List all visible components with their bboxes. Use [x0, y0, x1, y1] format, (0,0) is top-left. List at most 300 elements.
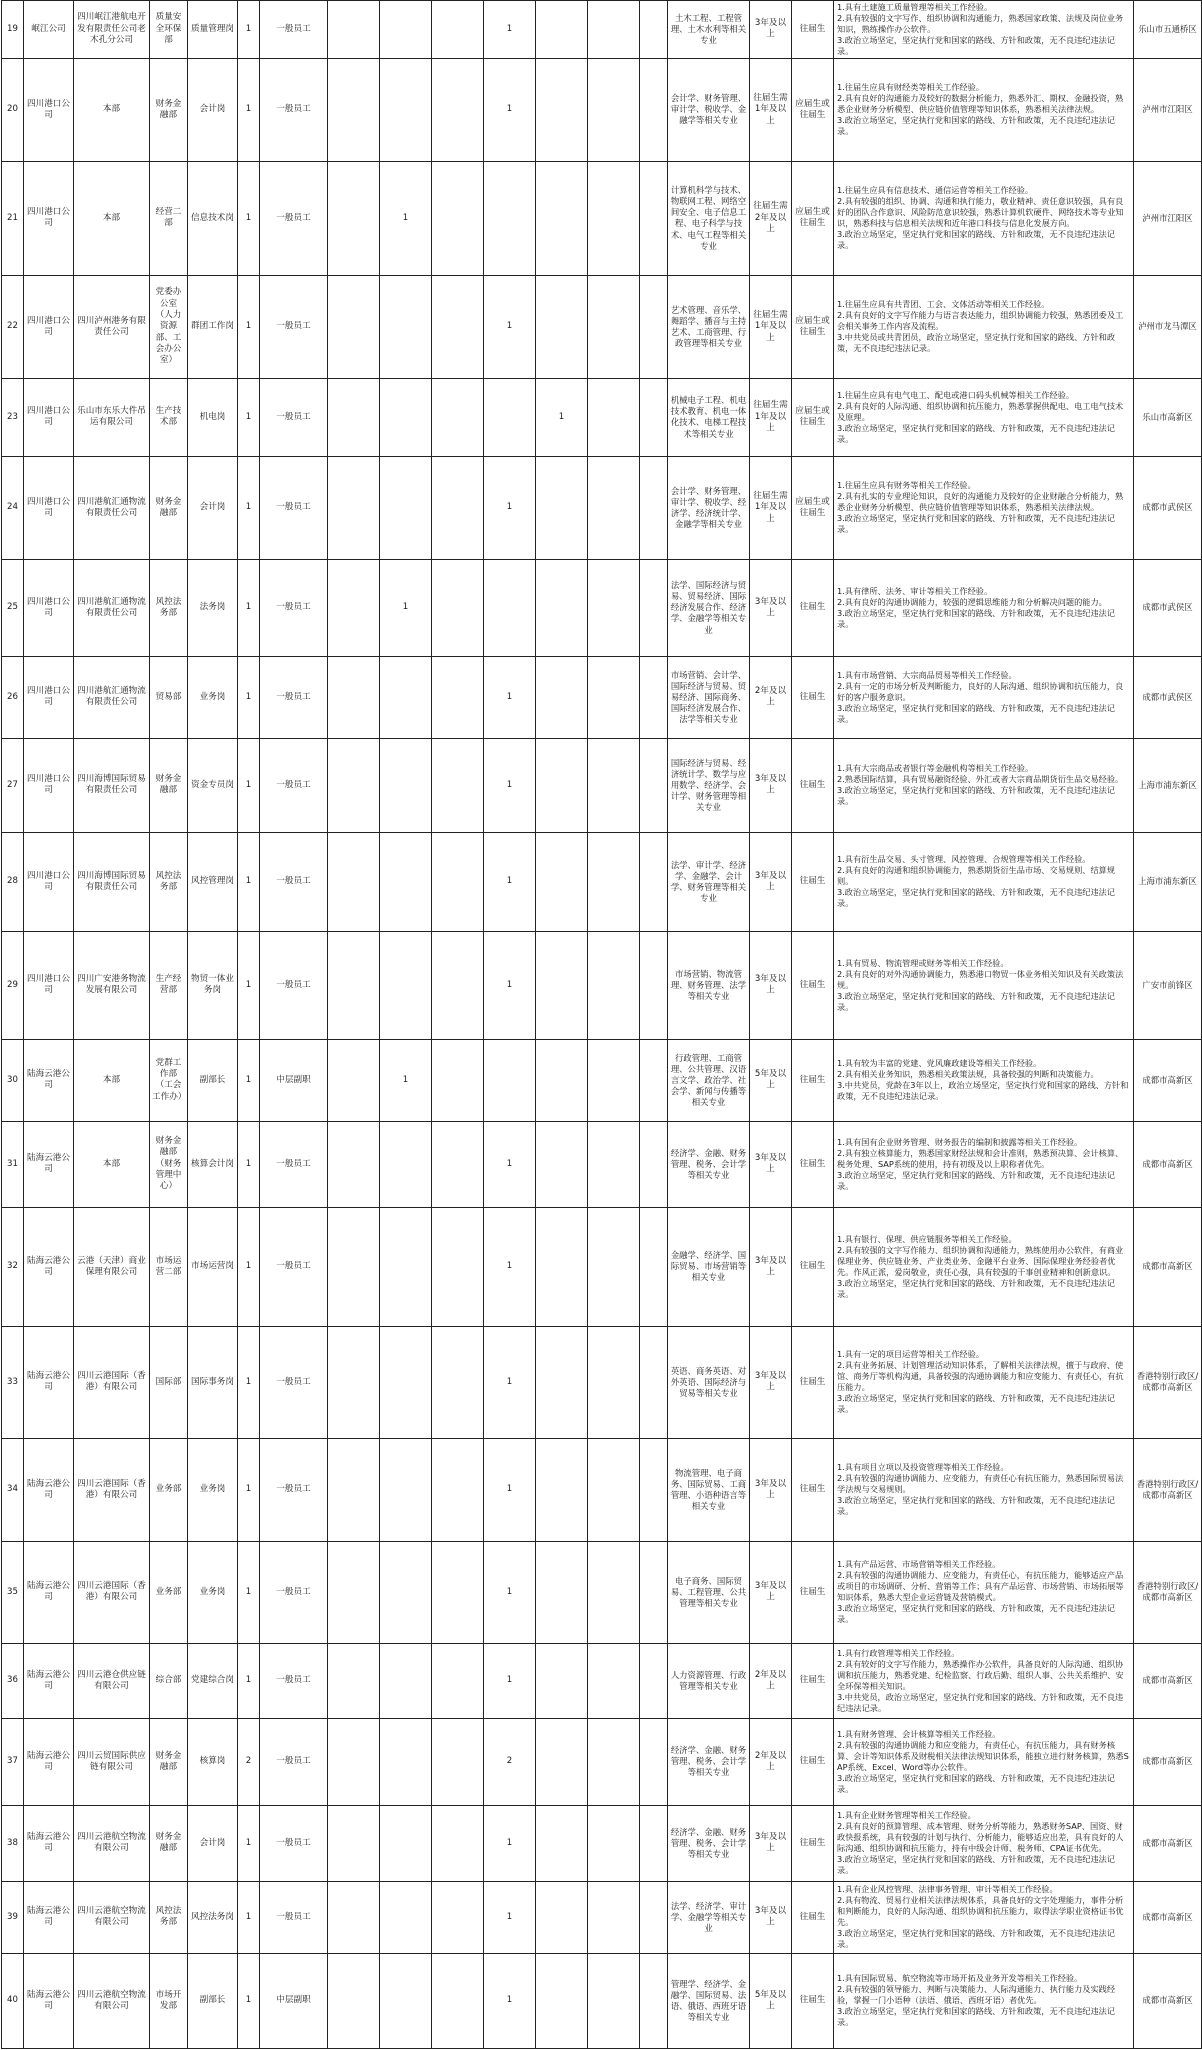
requirements-cell — [834, 931, 1134, 1039]
candidate-source-cell: 往届生 — [792, 656, 834, 738]
row-number-cell: 30 — [2, 1039, 24, 1121]
headcount-cell: 1 — [238, 1, 260, 59]
requirement-line: 1.具有较为丰富的党建、党风廉政建设等相关工作经验。 — [837, 1058, 1042, 1069]
requirements-cell — [834, 832, 1134, 931]
headcount-cell: 1 — [238, 1039, 260, 1121]
education-count-cell — [380, 1541, 432, 1643]
education-count-cell — [640, 1, 668, 59]
row-number-cell: 34 — [2, 1438, 24, 1541]
education-count-cell — [328, 1541, 380, 1643]
candidate-source-cell: 往届生 — [792, 1207, 834, 1326]
education-count-cell — [536, 58, 588, 161]
row-number-cell: 24 — [2, 456, 24, 559]
table-row — [2, 378, 1202, 456]
education-count-cell — [432, 738, 484, 832]
headcount-cell: 1 — [238, 275, 260, 378]
unit-cell: 云港（天津）商业保理有限公司 — [74, 1207, 150, 1326]
education-count-cell — [328, 656, 380, 738]
education-count-cell — [432, 1541, 484, 1643]
education-count-cell — [640, 1541, 668, 1643]
row-number-cell: 20 — [2, 58, 24, 161]
headcount-cell: 2 — [238, 1718, 260, 1805]
education-count-cell — [484, 378, 536, 456]
requirement-line: 2.具有良好的文字写作能力与语言表达能力，组织协调能力较强，熟悉团委及工会相关事务工作内容及流程。 — [837, 310, 1124, 332]
requirement-line: 2.具有良好的对外沟通协调能力，熟悉港口物贸一体业务相关知识及有关政策法规。 — [837, 968, 1124, 990]
experience-cell: 3年及以上 — [750, 1, 792, 59]
education-count-cell — [640, 58, 668, 161]
position-level-cell: 一般员工 — [260, 456, 328, 559]
education-count-cell — [328, 161, 380, 275]
position-level-cell: 一般员工 — [260, 1881, 328, 1953]
row-number-cell: 39 — [2, 1881, 24, 1953]
unit-cell: 本部 — [74, 58, 150, 161]
education-count-cell — [380, 456, 432, 559]
headcount-cell: 1 — [238, 1438, 260, 1541]
company-cell: 陆海云港公司 — [24, 1207, 74, 1326]
position-cell: 风控法务岗 — [188, 1881, 238, 1953]
education-count-cell — [380, 1121, 432, 1207]
education-count-cell — [380, 1953, 432, 2048]
headcount-cell: 1 — [238, 1953, 260, 2048]
row-number-cell: 40 — [2, 1953, 24, 2048]
company-cell: 陆海云港公司 — [24, 1326, 74, 1438]
education-count-cell — [432, 1039, 484, 1121]
education-count-cell — [588, 1438, 640, 1541]
requirement-line: 2.具有扎实的专业理论知识，良好的沟通能力及较好的企业财融合分析能力，熟悉企业财务分析模型、供应链价值管理等知识体系，熟悉相关法律法规。 — [837, 491, 1124, 513]
table-row — [2, 1, 1202, 59]
education-count-cell — [328, 1207, 380, 1326]
company-cell: 四川港口公司 — [24, 738, 74, 832]
position-cell: 业务岗 — [188, 1541, 238, 1643]
education-count-cell — [640, 1121, 668, 1207]
position-cell: 国际事务岗 — [188, 1326, 238, 1438]
education-count-cell — [328, 1953, 380, 2048]
requirement-line: 2.具有独立核算能力，熟悉国家财经法规和会计准则，熟悉预决算、会计核算、税务处理、SAP系统的使用，持有初级及以上职称者优先。 — [837, 1147, 1124, 1169]
work-location-cell: 成都市高新区 — [1134, 1039, 1202, 1121]
requirement-line: 1.具有企业财务管理等相关工作经验。 — [837, 1810, 976, 1821]
requirement-line: 2.具有较好的文字写作能力，熟悉操作办公软件，具备良好的人际沟通、组织协调和抗压能力，熟悉党建、纪检监察、行政后勤、组织人事、公共关系维护、安全环保等相关知识。 — [837, 1658, 1124, 1691]
education-count-cell — [536, 1326, 588, 1438]
education-count-cell — [380, 1438, 432, 1541]
position-cell: 风控管理岗 — [188, 832, 238, 931]
row-number-cell: 19 — [2, 1, 24, 59]
education-count-cell — [328, 832, 380, 931]
requirement-line: 2.具有较强的领导能力、判断与决策能力、人际沟通能力、执行能力及实践经验，掌握一门小语种（法语、俄语、西班牙语）者优先。 — [837, 1984, 1116, 2006]
requirements-cell — [834, 738, 1134, 832]
education-count-cell — [432, 1805, 484, 1881]
position-cell: 物贸一体业务岗 — [188, 931, 238, 1039]
education-count-cell — [588, 58, 640, 161]
candidate-source-cell: 往届生 — [792, 1326, 834, 1438]
work-location-cell: 泸州市江阳区 — [1134, 161, 1202, 275]
education-count-cell — [432, 1881, 484, 1953]
education-count-cell — [328, 1, 380, 59]
requirement-line: 3.政治立场坚定，坚定执行党和国家的路线、方针和政策，无不良违纪违法记录。 — [837, 607, 1116, 629]
experience-cell: 2年及以上 — [750, 1643, 792, 1718]
requirement-line: 1.具有行政管理等相关工作经验。 — [837, 1647, 960, 1658]
major-cell: 市场营销、物流管理、财务管理、法学等相关专业 — [668, 931, 750, 1039]
requirement-line: 2.具有较强的文字写作能力、组织协调和沟通能力，熟练使用办公软件，有商业保理业务、供应链业务、产业类业务、金融平台业务、国际保理业务经验者优先。作风正派，爱岗敬业，责任心强，具有较强的干事创业精神和创新意识。 — [837, 1244, 1124, 1277]
education-count-cell — [588, 931, 640, 1039]
requirements-cell — [834, 58, 1134, 161]
table-row — [2, 832, 1202, 931]
company-cell: 陆海云港公司 — [24, 1438, 74, 1541]
table-body — [2, 1, 1202, 2049]
requirements-cell — [834, 1326, 1134, 1438]
education-count-cell — [328, 1039, 380, 1121]
experience-cell: 2年及以上 — [750, 1718, 792, 1805]
requirement-line: 3.政治立场坚定，坚定执行党和国家的路线、方针和政策，无不良违纪违法记录。 — [837, 1277, 1116, 1299]
row-number-cell: 23 — [2, 378, 24, 456]
education-count-cell — [588, 1541, 640, 1643]
company-cell: 四川港口公司 — [24, 832, 74, 931]
headcount-cell: 1 — [238, 738, 260, 832]
education-count-cell — [432, 1718, 484, 1805]
education-count-cell — [432, 275, 484, 378]
table-row — [2, 456, 1202, 559]
experience-cell: 3年及以上 — [750, 832, 792, 931]
education-count-cell — [328, 58, 380, 161]
requirement-line: 3.中共党员，党龄在3年以上，政治立场坚定，坚定执行党和国家的路线、方针和政策，无不良违纪违法记录。 — [837, 1080, 1129, 1102]
table-row — [2, 1039, 1202, 1121]
requirements-cell — [834, 1953, 1134, 2048]
education-count-cell — [588, 559, 640, 656]
company-cell: 四川港口公司 — [24, 456, 74, 559]
education-count-cell — [588, 1881, 640, 1953]
work-location-cell: 成都市武侯区 — [1134, 456, 1202, 559]
headcount-cell: 1 — [238, 559, 260, 656]
position-level-cell: 中层副职 — [260, 1953, 328, 2048]
education-count-cell — [328, 456, 380, 559]
position-cell: 核算会计岗 — [188, 1121, 238, 1207]
row-number-cell: 21 — [2, 161, 24, 275]
education-count-cell — [536, 1881, 588, 1953]
requirement-line: 1.往届生应具有电气电工、配电或港口码头机械等相关工作经验。 — [837, 389, 1075, 400]
row-number-cell: 33 — [2, 1326, 24, 1438]
education-count-cell — [640, 275, 668, 378]
row-number-cell: 36 — [2, 1643, 24, 1718]
unit-cell: 本部 — [74, 1039, 150, 1121]
table-row — [2, 275, 1202, 378]
education-count-cell — [328, 275, 380, 378]
education-count-cell: 1 — [484, 1541, 536, 1643]
headcount-cell: 1 — [238, 931, 260, 1039]
position-level-cell: 一般员工 — [260, 559, 328, 656]
row-number-cell: 28 — [2, 832, 24, 931]
education-count-cell — [640, 1326, 668, 1438]
major-cell: 经济学、金融、财务管理、税务、会计学等相关专业 — [668, 1718, 750, 1805]
requirement-line: 3.政治立场坚定，坚定执行党和国家的路线、方针和政策，无不良违纪违法记录。 — [837, 702, 1116, 724]
company-cell: 陆海云港公司 — [24, 1881, 74, 1953]
requirement-line: 2.具有良好的预算管理、成本管理、财务分析等能力，熟悉财务SAP、国资、财政快报系统，具有较强的计划与执行、分析能力，能够适应出差，具有良好的人际沟通、组织协调和抗压能力，持有中级会计师、税务师、CPA证书优先。 — [837, 1821, 1124, 1854]
education-count-cell: 1 — [380, 161, 432, 275]
requirement-line: 3.政治立场坚定，坚定执行党和国家的路线、方针和政策，无不良违纪违法记录。 — [837, 1772, 1116, 1794]
education-count-cell — [588, 161, 640, 275]
education-count-cell — [640, 738, 668, 832]
major-cell: 管理学、经济学、金融学、国际贸易、法语、俄语、西班牙语等相关专业 — [668, 1953, 750, 2048]
experience-cell: 3年及以上 — [750, 1326, 792, 1438]
headcount-cell: 1 — [238, 161, 260, 275]
row-number-cell: 37 — [2, 1718, 24, 1805]
education-count-cell: 1 — [484, 931, 536, 1039]
education-count-cell — [432, 161, 484, 275]
experience-cell: 往届生需1年及以上 — [750, 275, 792, 378]
company-cell: 四川港口公司 — [24, 275, 74, 378]
education-count-cell — [536, 931, 588, 1039]
major-cell: 市场营销、会计学、国际经济与贸易、贸易经济、国际商务、国际经济发展合作、法学等相关专业 — [668, 656, 750, 738]
education-count-cell — [536, 1643, 588, 1718]
unit-cell: 四川云港国际（香港）有限公司 — [74, 1326, 150, 1438]
work-location-cell: 香港特别行政区/成都市高新区 — [1134, 1438, 1202, 1541]
department-cell: 财务金融部 — [150, 738, 188, 832]
major-cell: 经济学、金融、财务管理、税务、会计学等相关专业 — [668, 1805, 750, 1881]
row-number-cell: 32 — [2, 1207, 24, 1326]
table-row — [2, 1438, 1202, 1541]
position-cell: 信息技术岗 — [188, 161, 238, 275]
education-count-cell — [432, 832, 484, 931]
position-level-cell: 一般员工 — [260, 1207, 328, 1326]
education-count-cell — [640, 378, 668, 456]
position-level-cell: 一般员工 — [260, 1326, 328, 1438]
education-count-cell — [536, 1953, 588, 2048]
position-cell: 核算岗 — [188, 1718, 238, 1805]
requirement-line: 3.政治立场坚定，坚定执行党和国家的路线、方针和政策，无不良违纪违法记录。 — [837, 1854, 1116, 1876]
candidate-source-cell: 往届生 — [792, 1, 834, 59]
education-count-cell: 1 — [484, 1953, 536, 2048]
requirement-line: 1.具有国际贸易、航空物流等市场开拓及业务开发等相关工作经验。 — [837, 1973, 1083, 1984]
company-cell: 陆海云港公司 — [24, 1953, 74, 2048]
unit-cell: 四川岷江港航电开发有限责任公司老木孔分公司 — [74, 1, 150, 59]
company-cell: 陆海云港公司 — [24, 1643, 74, 1718]
table-row — [2, 931, 1202, 1039]
requirement-line: 3.政治立场坚定，坚定执行党和国家的路线、方针和政策，无不良违纪违法记录。 — [837, 990, 1116, 1012]
education-count-cell — [432, 58, 484, 161]
education-count-cell — [588, 1643, 640, 1718]
department-cell: 质量安全环保部 — [150, 1, 188, 59]
headcount-cell: 1 — [238, 1643, 260, 1718]
work-location-cell: 上海市浦东新区 — [1134, 738, 1202, 832]
experience-cell: 往届生需2年及以上 — [750, 161, 792, 275]
major-cell: 行政管理、工商管理、公共管理、汉语言文学、政治学、社会学、新闻与传播等相关专业 — [668, 1039, 750, 1121]
work-location-cell: 香港特别行政区/成都市高新区 — [1134, 1326, 1202, 1438]
position-cell: 资金专员岗 — [188, 738, 238, 832]
table-row — [2, 1541, 1202, 1643]
requirement-line: 2.具有较强的沟通协调能力和应变能力，有责任心，有抗压能力，具有财务核算、会计等知识体系及财税相关法律法规知识体系，能独立进行财务核算，熟悉SAP系统、Excel、Word等办公软件。 — [837, 1739, 1129, 1772]
education-count-cell — [328, 931, 380, 1039]
work-location-cell: 香港特别行政区/成都市高新区 — [1134, 1541, 1202, 1643]
education-count-cell — [588, 456, 640, 559]
unit-cell: 四川云港国际（香港）有限公司 — [74, 1438, 150, 1541]
requirement-line: 2.具有物流、贸易行业相关法律法规体系，具备良好的文字处理能力，事件分析和判断能力，良好的人际沟通、组织协调和抗压能力，取得法学职业资格证书优先。 — [837, 1895, 1124, 1928]
education-count-cell — [432, 456, 484, 559]
department-cell: 业务部 — [150, 1438, 188, 1541]
unit-cell: 四川港航汇通物流有限责任公司 — [74, 456, 150, 559]
education-count-cell: 1 — [484, 1438, 536, 1541]
education-count-cell — [484, 1039, 536, 1121]
education-count-cell — [328, 1805, 380, 1881]
department-cell: 财务金融部 — [150, 456, 188, 559]
department-cell: 党委办公室（人力资源部、工会办公室） — [150, 275, 188, 378]
major-cell: 机械电子工程、机电技术教育、机电一体化技术、电梯工程技术等相关专业 — [668, 378, 750, 456]
unit-cell: 本部 — [74, 161, 150, 275]
requirements-cell — [834, 1121, 1134, 1207]
education-count-cell — [432, 378, 484, 456]
position-cell: 业务岗 — [188, 656, 238, 738]
experience-cell: 3年及以上 — [750, 1121, 792, 1207]
requirement-line: 3.政治立场坚定，坚定执行党和国家的路线、方针和政策，无不良违纪违法记录。 — [837, 2006, 1116, 2028]
work-location-cell: 成都市武侯区 — [1134, 559, 1202, 656]
education-count-cell — [588, 1953, 640, 2048]
company-cell: 岷江公司 — [24, 1, 74, 59]
company-cell: 四川港口公司 — [24, 378, 74, 456]
requirements-cell — [834, 275, 1134, 378]
candidate-source-cell: 往届生 — [792, 1039, 834, 1121]
education-count-cell — [640, 456, 668, 559]
education-count-cell: 1 — [484, 1326, 536, 1438]
work-location-cell: 上海市浦东新区 — [1134, 832, 1202, 931]
position-level-cell: 一般员工 — [260, 275, 328, 378]
work-location-cell: 成都市高新区 — [1134, 1121, 1202, 1207]
education-count-cell — [380, 275, 432, 378]
requirement-line: 1.具有银行、保理、供应链服务等相关工作经验。 — [837, 1233, 1017, 1244]
work-location-cell: 乐山市五通桥区 — [1134, 1, 1202, 59]
candidate-source-cell: 往届生 — [792, 832, 834, 931]
experience-cell: 3年及以上 — [750, 1541, 792, 1643]
requirement-line: 3.政治立场坚定，坚定执行党和国家的路线、方针和政策，无不良违纪违法记录。 — [837, 1603, 1116, 1625]
education-count-cell: 1 — [484, 1805, 536, 1881]
education-count-cell — [640, 559, 668, 656]
department-cell: 市场开发部 — [150, 1953, 188, 2048]
department-cell: 生产技术部 — [150, 378, 188, 456]
unit-cell: 本部 — [74, 1121, 150, 1207]
candidate-source-cell: 应届生或往届生 — [792, 378, 834, 456]
experience-cell: 2年及以上 — [750, 656, 792, 738]
work-location-cell: 乐山市高新区 — [1134, 378, 1202, 456]
experience-cell: 3年及以上 — [750, 738, 792, 832]
company-cell: 陆海云港公司 — [24, 1121, 74, 1207]
work-location-cell: 成都市高新区 — [1134, 1207, 1202, 1326]
work-location-cell: 成都市高新区 — [1134, 1718, 1202, 1805]
company-cell: 陆海云港公司 — [24, 1039, 74, 1121]
education-count-cell — [432, 1953, 484, 2048]
experience-cell: 往届生需1年及以上 — [750, 456, 792, 559]
education-count-cell — [536, 275, 588, 378]
company-cell: 四川港口公司 — [24, 931, 74, 1039]
work-location-cell: 泸州市龙马潭区 — [1134, 275, 1202, 378]
position-level-cell: 一般员工 — [260, 58, 328, 161]
unit-cell: 四川云港航空物流有限公司 — [74, 1881, 150, 1953]
position-level-cell: 一般员工 — [260, 656, 328, 738]
education-count-cell — [536, 1, 588, 59]
education-count-cell: 1 — [484, 1643, 536, 1718]
education-count-cell — [380, 1, 432, 59]
position-level-cell: 一般员工 — [260, 832, 328, 931]
education-count-cell — [380, 738, 432, 832]
major-cell: 计算机科学与技术、物联网工程、网络空间安全、电子信息工程、电子科学与技术、电气工程等相关专业 — [668, 161, 750, 275]
experience-cell: 3年及以上 — [750, 1805, 792, 1881]
candidate-source-cell: 往届生 — [792, 931, 834, 1039]
education-count-cell — [380, 58, 432, 161]
education-count-cell — [640, 1039, 668, 1121]
department-cell: 国际部 — [150, 1326, 188, 1438]
position-cell: 会计岗 — [188, 58, 238, 161]
table-row — [2, 1953, 1202, 2048]
position-cell: 质量管理岗 — [188, 1, 238, 59]
requirement-line: 1.具有一定的项目运营等相关工作经验。 — [837, 1349, 984, 1360]
education-count-cell — [380, 1643, 432, 1718]
education-count-cell — [640, 1207, 668, 1326]
unit-cell: 四川海博国际贸易有限责任公司 — [74, 738, 150, 832]
requirement-line: 1.往届生应具有信息技术、通信运营等相关工作经验。 — [837, 185, 1034, 196]
experience-cell: 3年及以上 — [750, 1438, 792, 1541]
experience-cell: 5年及以上 — [750, 1953, 792, 2048]
experience-cell: 3年及以上 — [750, 1881, 792, 1953]
requirement-line: 2.具有较强的沟通协调能力、应变能力，有责任心，有抗压能力，能够适应产品或项目的市场调研、分析、营销等工作；具有产品运营、市场营销、市场拓展等知识体系，熟悉大型企业运营链及营销模式。 — [837, 1570, 1124, 1603]
headcount-cell: 1 — [238, 1805, 260, 1881]
unit-cell: 四川广安港务物流发展有限公司 — [74, 931, 150, 1039]
education-count-cell — [328, 1643, 380, 1718]
table-row — [2, 1881, 1202, 1953]
requirement-line: 1.往届生应具有财经类等相关工作经验。 — [837, 82, 984, 93]
education-count-cell — [536, 1438, 588, 1541]
requirement-line: 3.中共党员，政治立场坚定，坚定执行党和国家的路线、方针和政策，无不良违纪违法记录。 — [837, 1691, 1124, 1713]
unit-cell: 四川港航汇通物流有限责任公司 — [74, 656, 150, 738]
education-count-cell — [640, 832, 668, 931]
major-cell: 法学、经济学、审计学、金融学等相关专业 — [668, 1881, 750, 1953]
education-count-cell — [432, 1207, 484, 1326]
education-count-cell — [432, 1438, 484, 1541]
requirements-cell — [834, 1881, 1134, 1953]
requirement-line: 2.具有较强的文字写作、组织协调和沟通能力，熟悉国家政策、法规及岗位业务知识，熟练操作办公软件。 — [837, 12, 1124, 34]
education-count-cell: 1 — [380, 559, 432, 656]
row-number-cell: 29 — [2, 931, 24, 1039]
requirement-line: 2.具有业务拓展、计划管理活动知识体系，了解相关法律法规，擅于与政府、使馆、商务厅等机构沟通，具备较强的沟通协调能力和应变能力、有责任心，有抗压能力。 — [837, 1360, 1124, 1393]
experience-cell: 3年及以上 — [750, 931, 792, 1039]
requirement-line: 3.政治立场坚定，坚定执行党和国家的路线、方针和政策，无不良违纪违法记录。 — [837, 1928, 1116, 1950]
department-cell: 财务金融部 — [150, 1805, 188, 1881]
company-cell: 陆海云港公司 — [24, 1805, 74, 1881]
major-cell: 英语、商务英语、对外英语、国际经济与贸易等相关专业 — [668, 1326, 750, 1438]
education-count-cell — [328, 738, 380, 832]
experience-cell: 往届生需1年及以上 — [750, 58, 792, 161]
education-count-cell — [380, 656, 432, 738]
requirement-line: 2.具有良好的沟通能力及较好的数据分析能力，熟悉外汇、期权、金融投资，熟悉企业财务分析模型、供应链价值管理等知识体系，熟悉相关法律法规。 — [837, 93, 1124, 115]
requirements-cell — [834, 559, 1134, 656]
education-count-cell — [328, 1881, 380, 1953]
department-cell: 市场运营二部 — [150, 1207, 188, 1326]
education-count-cell — [640, 656, 668, 738]
experience-cell: 3年及以上 — [750, 1207, 792, 1326]
position-level-cell: 一般员工 — [260, 1541, 328, 1643]
department-cell: 风控法务部 — [150, 1881, 188, 1953]
department-cell: 生产经营部 — [150, 931, 188, 1039]
unit-cell: 四川海博国际贸易有限责任公司 — [74, 832, 150, 931]
education-count-cell — [588, 656, 640, 738]
requirement-line: 1.具有大宗商品或者银行等金融机构等相关工作经验。 — [837, 763, 1034, 774]
requirements-cell — [834, 1541, 1134, 1643]
company-cell: 四川港口公司 — [24, 161, 74, 275]
major-cell: 会计学、财务管理、审计学、税收学、经济学、经济统计学、金融学等相关专业 — [668, 456, 750, 559]
education-count-cell — [536, 1207, 588, 1326]
major-cell: 经济学、金融、财务管理、税务、会计学等相关专业 — [668, 1121, 750, 1207]
education-count-cell — [588, 1805, 640, 1881]
row-number-cell: 26 — [2, 656, 24, 738]
candidate-source-cell: 往届生 — [792, 559, 834, 656]
candidate-source-cell: 应届生或往届生 — [792, 161, 834, 275]
requirement-line: 1.具有律所、法务、审计等相关工作经验。 — [837, 585, 993, 596]
education-count-cell — [588, 1326, 640, 1438]
position-cell: 副部长 — [188, 1953, 238, 2048]
